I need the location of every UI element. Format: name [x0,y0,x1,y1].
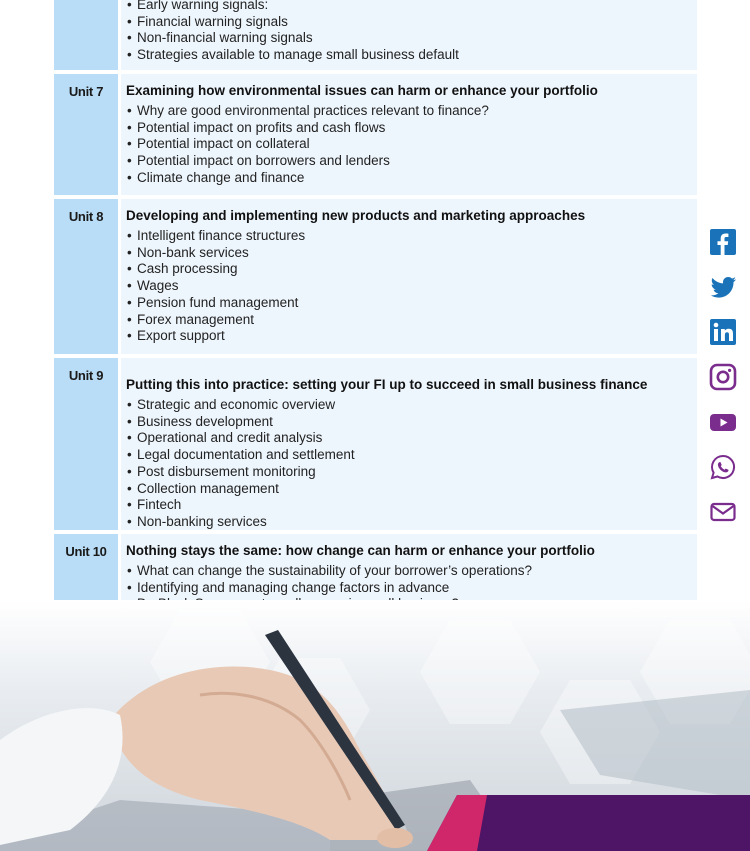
social-share-bar [709,228,739,543]
list-item: • Non-bank services [126,245,691,262]
list-item: • Non-banking services [126,514,691,531]
list-item: • Potential impact on collateral [126,136,691,153]
unit-title: Nothing stays the same: how change can harm or enhance your portfolio [126,543,595,558]
list-item: • Post disbursement monitoring [126,464,691,481]
list-item: • Strategies available to manage small business default [126,47,691,64]
unit-title: Developing and implementing new products and marketing approaches [126,208,586,223]
instagram-icon[interactable] [709,363,737,391]
unit-label: Unit 10 [54,534,118,619]
course-units-table [54,0,697,623]
list-item: • Potential impact on profits and cash flows [126,120,691,137]
table-row [54,199,697,358]
list-item: • Strategic and economic overview [126,397,691,414]
unit-title: Examining how environmental issues can harm or enhance your portfolio [126,83,598,98]
list-item: • Why are good environmental practices relevant to finance? [126,103,691,120]
unit-content [121,358,697,530]
list-item: • Intelligent finance structures [126,228,691,245]
list-item: • Fintech [126,497,691,514]
list-item: • Non-financial warning signals [126,30,691,47]
unit-topics [126,397,691,531]
list-item: • Business development [126,414,691,431]
list-item: • Pension fund management [126,295,691,312]
list-item: • What can change the sustainability of your borrower’s operations? [126,563,691,580]
list-item: • Forex management [126,312,691,329]
unit-title: Putting this into practice: setting your FI up to succeed in small business finance [126,377,648,392]
linkedin-icon[interactable] [709,318,737,346]
list-item: • Legal documentation and settlement [126,447,691,464]
unit-content [121,74,697,195]
list-item: • Identifying and managing change factors in advance [126,580,691,597]
unit-label [54,0,118,70]
list-item: • Potential impact on borrowers and lenders [126,153,691,170]
table-row [54,0,697,74]
list-item: • Early warning signals: [126,0,691,14]
unit-label: Unit 8 [54,199,118,354]
twitter-icon[interactable] [709,273,737,301]
unit-content [121,199,697,354]
unit-label: Unit 9 [54,358,118,530]
whatsapp-icon[interactable] [709,453,737,481]
email-icon[interactable] [709,498,737,526]
list-item: • Export support [126,328,691,345]
list-item: • Collection management [126,481,691,498]
unit-topics [126,103,691,187]
table-row [54,74,697,199]
youtube-icon[interactable] [709,408,737,436]
table-row [54,358,697,534]
unit-topics [126,228,691,345]
unit-label: Unit 7 [54,74,118,195]
list-item: • Climate change and finance [126,170,691,187]
list-item: • Financial warning signals [126,14,691,31]
list-item: • Wages [126,278,691,295]
facebook-icon[interactable] [709,228,737,256]
unit-content [121,0,697,70]
list-item: • Cash processing [126,261,691,278]
list-item: • Operational and credit analysis [126,430,691,447]
unit-topics [126,0,691,64]
